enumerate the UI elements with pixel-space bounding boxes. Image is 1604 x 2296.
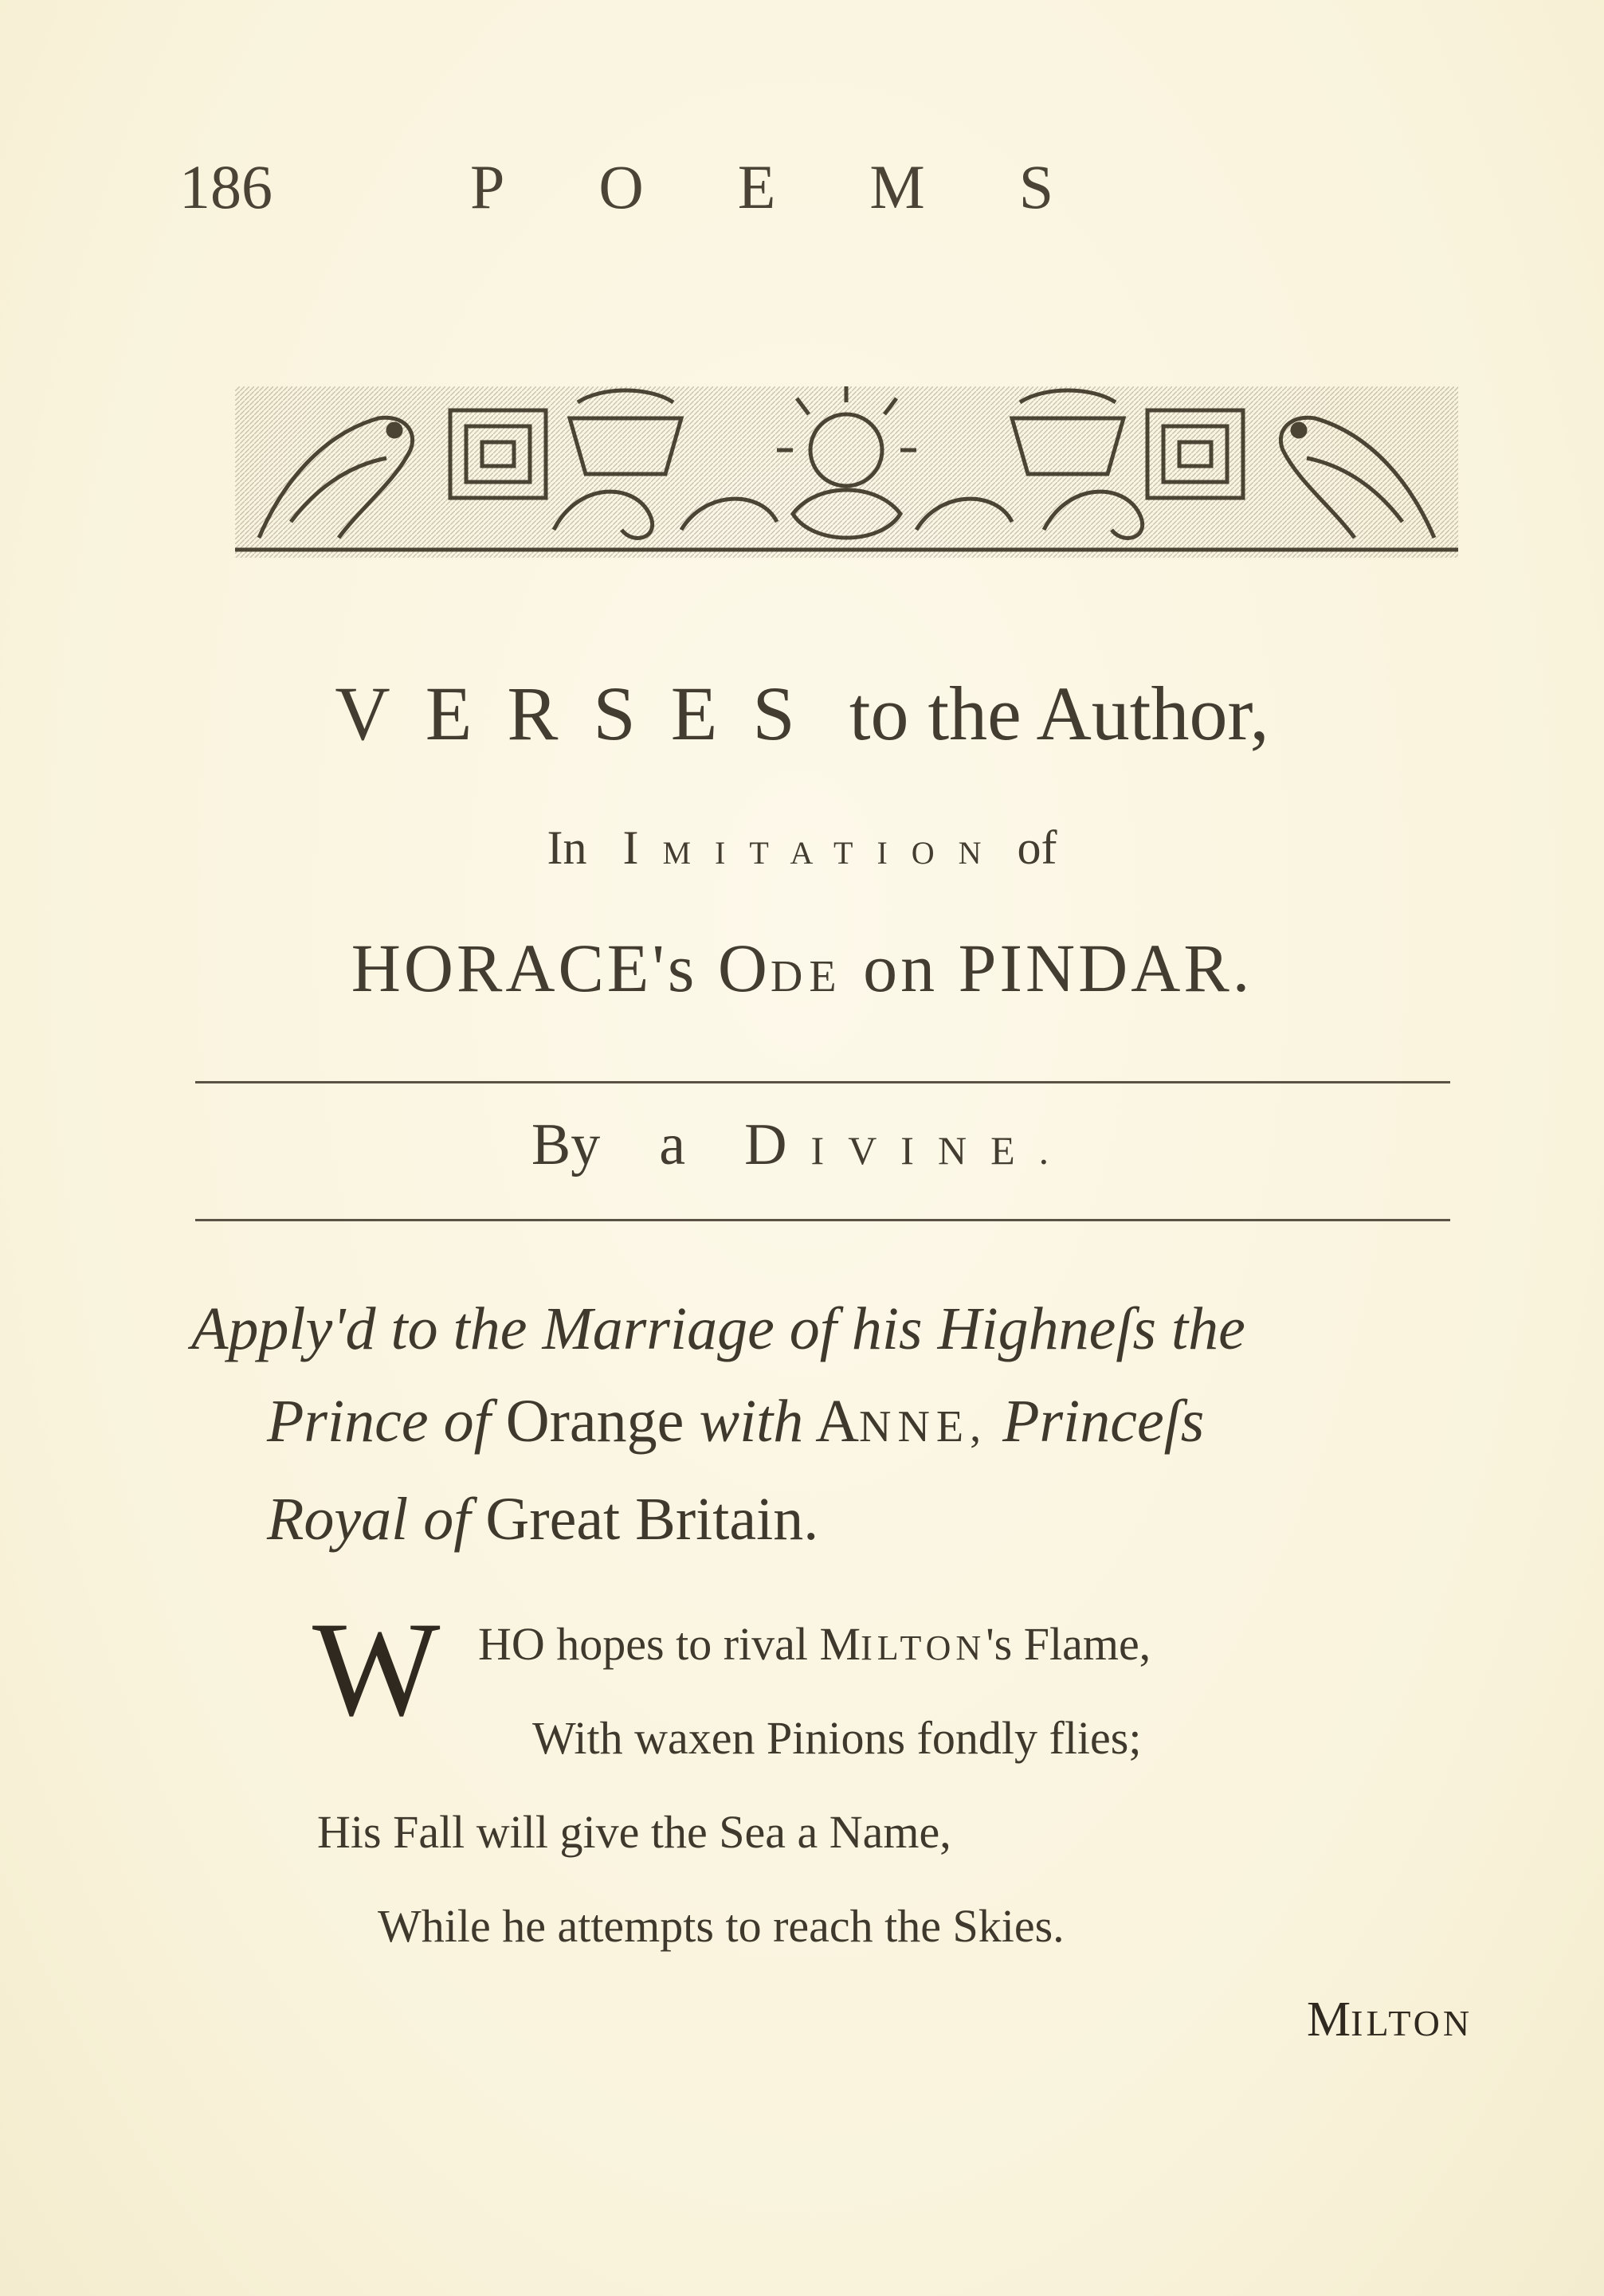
poem-line-4: While he attempts to reach the Skies. — [378, 1900, 1065, 1952]
catchword: MILTON — [1307, 1992, 1473, 2047]
divider-rule-top — [195, 1081, 1450, 1083]
title-in: In — [547, 821, 587, 874]
byline — [0, 1111, 1604, 1179]
title-imitation-initial: I — [622, 821, 663, 874]
title-pindar: PINDAR. — [958, 930, 1253, 1006]
poem-line-1: HO hopes to rival MILTON's Flame, — [478, 1618, 1151, 1670]
poem-dropcap: W — [312, 1594, 441, 1744]
title-of: of — [1017, 821, 1057, 874]
title-imitation-rest: MITATION — [662, 835, 1006, 871]
title-line-3 — [0, 928, 1604, 1008]
dedication-line-1: Apply'd to the Marriage of his Highneſs the — [191, 1295, 1245, 1362]
title-verses: VERSES — [335, 671, 830, 756]
byline-divine-rest: IVINE. — [810, 1128, 1073, 1173]
title-line-2 — [0, 821, 1604, 876]
byline-divine-initial: D — [744, 1112, 811, 1177]
dedication-line-2: Prince of Orange with ANNE, Princeſs — [267, 1388, 1205, 1455]
title-ode-rest: DE — [770, 952, 843, 1001]
headpiece-ornament-icon — [235, 386, 1458, 558]
title-ode-initial: O — [717, 930, 771, 1006]
title-on: on — [863, 930, 939, 1006]
running-title: POEMS — [470, 152, 1148, 221]
poem-line-2: With waxen Pinions fondly flies; — [532, 1712, 1142, 1764]
running-header — [179, 151, 1215, 247]
divider-rule-bottom — [195, 1219, 1450, 1221]
title-horaces: HORACE's — [351, 930, 698, 1006]
poem-line-3: His Fall will give the Sea a Name, — [317, 1806, 951, 1858]
byline-by: By — [531, 1112, 601, 1177]
title-to-the-author: to the Author, — [849, 671, 1269, 756]
byline-a: a — [659, 1112, 686, 1177]
dedication-line-3: Royal of Great Britain. — [267, 1486, 819, 1553]
title-line-1 — [0, 669, 1604, 758]
dedication-paragraph — [191, 1283, 1498, 1565]
page-number: 186 — [179, 152, 273, 221]
